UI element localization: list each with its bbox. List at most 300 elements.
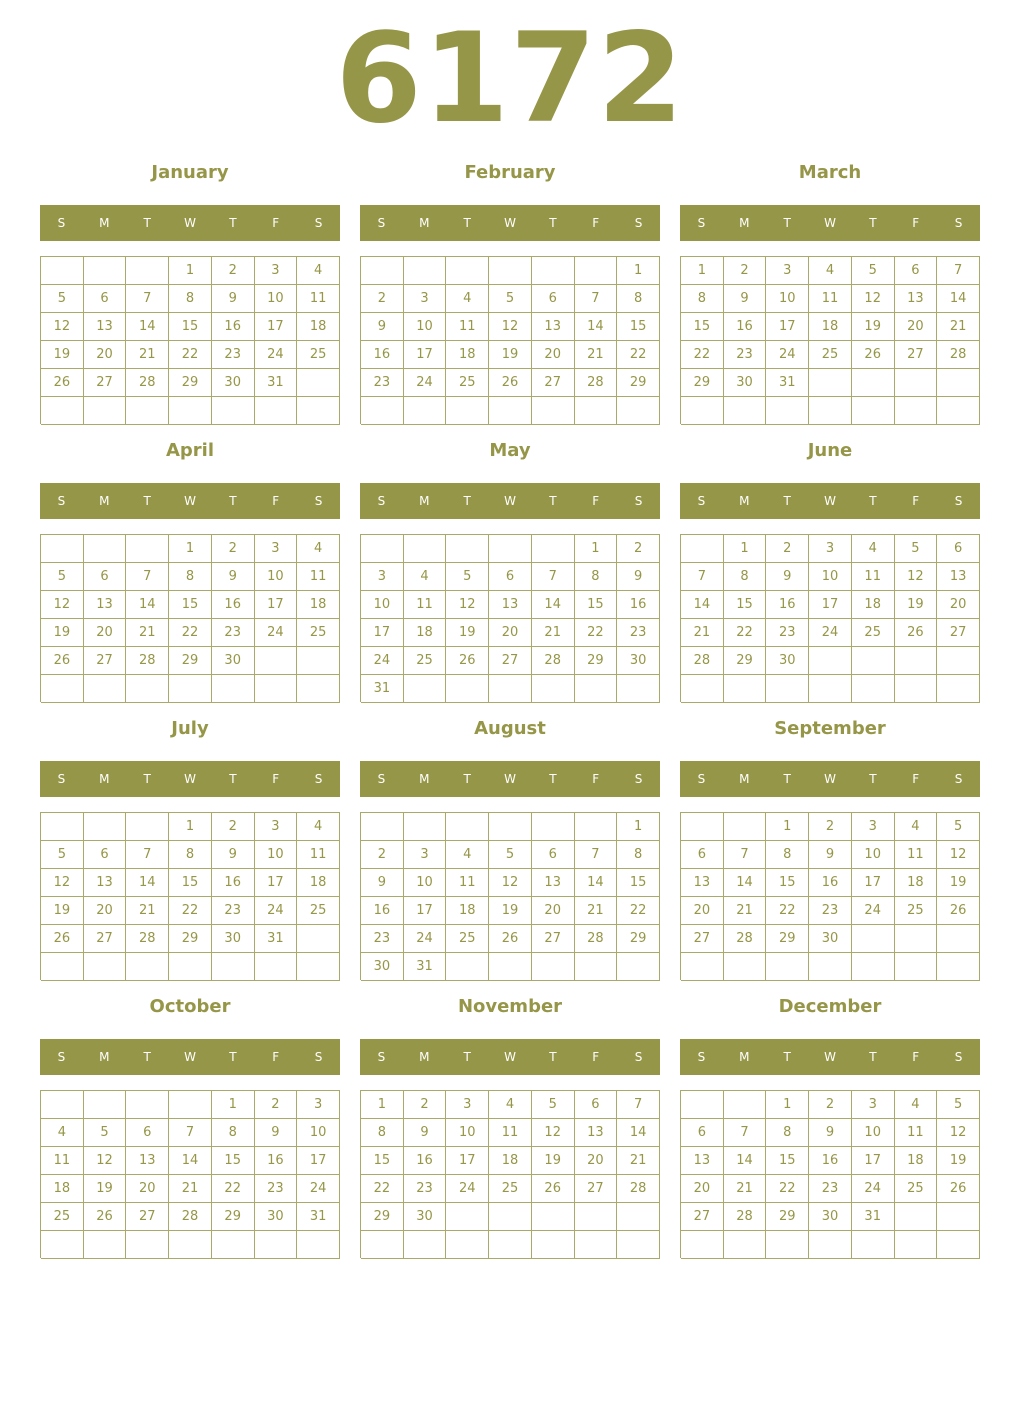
empty-cell <box>617 397 660 425</box>
day-cell: 17 <box>852 869 895 897</box>
month-name: December <box>778 996 882 1017</box>
weekday-label: T <box>869 772 877 786</box>
day-cell: 18 <box>41 1175 84 1203</box>
day-cell: 12 <box>489 313 532 341</box>
day-cell: 1 <box>169 257 212 285</box>
day-cell: 18 <box>446 341 489 369</box>
day-cell: 16 <box>404 1147 447 1175</box>
weekday-label: F <box>592 494 600 508</box>
day-cell: 15 <box>169 591 212 619</box>
empty-cell <box>852 953 895 981</box>
empty-cell <box>446 813 489 841</box>
empty-cell <box>126 813 169 841</box>
weekday-label: W <box>184 494 196 508</box>
day-cell: 20 <box>681 1175 724 1203</box>
day-grid <box>680 256 980 424</box>
day-cell: 1 <box>361 1091 404 1119</box>
day-cell: 13 <box>84 591 127 619</box>
day-cell: 6 <box>84 841 127 869</box>
day-cell: 18 <box>404 619 447 647</box>
empty-cell <box>84 1231 127 1259</box>
day-cell: 1 <box>766 813 809 841</box>
empty-cell <box>617 1231 660 1259</box>
empty-cell <box>809 675 852 703</box>
day-cell: 18 <box>297 869 340 897</box>
weekday-header <box>40 761 340 797</box>
day-cell: 5 <box>852 257 895 285</box>
weekday-label: M <box>739 216 750 230</box>
weekday-label: F <box>592 772 600 786</box>
weekday-label: T <box>143 216 151 230</box>
day-cell: 2 <box>361 285 404 313</box>
weekday-header <box>360 205 660 241</box>
day-cell: 30 <box>809 1203 852 1231</box>
empty-cell <box>84 397 127 425</box>
day-cell: 1 <box>575 535 618 563</box>
empty-cell <box>84 953 127 981</box>
empty-cell <box>617 1203 660 1231</box>
day-cell: 16 <box>255 1147 298 1175</box>
day-cell: 29 <box>724 647 767 675</box>
day-cell: 5 <box>84 1119 127 1147</box>
weekday-label: S <box>57 216 66 230</box>
day-cell: 11 <box>895 841 938 869</box>
day-cell: 14 <box>575 313 618 341</box>
weekday-label: S <box>697 216 706 230</box>
day-cell: 18 <box>489 1147 532 1175</box>
day-cell: 22 <box>212 1175 255 1203</box>
empty-cell <box>532 1231 575 1259</box>
day-cell: 21 <box>169 1175 212 1203</box>
empty-cell <box>169 1231 212 1259</box>
day-cell: 30 <box>724 369 767 397</box>
day-cell: 11 <box>404 591 447 619</box>
day-grid <box>40 812 340 980</box>
day-cell: 14 <box>126 869 169 897</box>
day-cell: 24 <box>766 341 809 369</box>
day-cell: 18 <box>297 313 340 341</box>
day-cell: 27 <box>532 369 575 397</box>
weekday-label: M <box>419 772 430 786</box>
day-cell: 15 <box>169 313 212 341</box>
empty-cell <box>532 257 575 285</box>
weekday-header <box>360 1039 660 1075</box>
weekday-label: S <box>634 772 643 786</box>
empty-cell <box>489 397 532 425</box>
empty-cell <box>809 647 852 675</box>
day-cell: 28 <box>126 369 169 397</box>
day-cell: 4 <box>489 1091 532 1119</box>
day-cell: 22 <box>681 341 724 369</box>
weekday-label: T <box>229 772 237 786</box>
weekday-label: S <box>697 494 706 508</box>
day-cell: 29 <box>169 647 212 675</box>
day-cell: 16 <box>766 591 809 619</box>
weekday-label: W <box>184 216 196 230</box>
empty-cell <box>446 1231 489 1259</box>
day-cell: 10 <box>766 285 809 313</box>
weekday-label: T <box>229 494 237 508</box>
day-cell: 16 <box>361 897 404 925</box>
empty-cell <box>575 397 618 425</box>
weekday-label: W <box>824 216 836 230</box>
weekday-label: F <box>272 216 280 230</box>
day-cell: 7 <box>575 285 618 313</box>
day-cell: 22 <box>361 1175 404 1203</box>
day-cell: 11 <box>446 869 489 897</box>
day-cell: 25 <box>852 619 895 647</box>
day-cell: 8 <box>766 1119 809 1147</box>
day-cell: 9 <box>404 1119 447 1147</box>
day-cell: 12 <box>41 869 84 897</box>
day-cell: 21 <box>937 313 980 341</box>
weekday-label: T <box>549 1050 557 1064</box>
weekday-label: F <box>912 494 920 508</box>
day-cell: 14 <box>937 285 980 313</box>
weekday-label: M <box>419 1050 430 1064</box>
day-cell: 5 <box>937 813 980 841</box>
day-cell: 19 <box>446 619 489 647</box>
empty-cell <box>126 1231 169 1259</box>
day-cell: 26 <box>895 619 938 647</box>
empty-cell <box>895 1231 938 1259</box>
day-cell: 15 <box>681 313 724 341</box>
day-cell: 23 <box>212 341 255 369</box>
day-cell: 14 <box>724 869 767 897</box>
day-cell: 1 <box>169 813 212 841</box>
day-cell: 8 <box>575 563 618 591</box>
day-cell: 18 <box>297 591 340 619</box>
weekday-label: F <box>912 772 920 786</box>
day-cell: 10 <box>809 563 852 591</box>
day-cell: 19 <box>84 1175 127 1203</box>
empty-cell <box>489 1231 532 1259</box>
day-cell: 15 <box>766 1147 809 1175</box>
weekday-label: T <box>549 216 557 230</box>
empty-cell <box>575 813 618 841</box>
day-cell: 20 <box>532 897 575 925</box>
day-cell: 20 <box>84 897 127 925</box>
day-cell: 14 <box>724 1147 767 1175</box>
empty-cell <box>809 369 852 397</box>
weekday-label: T <box>549 772 557 786</box>
day-cell: 3 <box>446 1091 489 1119</box>
empty-cell <box>489 813 532 841</box>
weekday-header <box>40 205 340 241</box>
day-cell: 4 <box>297 813 340 841</box>
day-cell: 2 <box>361 841 404 869</box>
empty-cell <box>41 535 84 563</box>
day-cell: 18 <box>895 1147 938 1175</box>
day-cell: 3 <box>852 813 895 841</box>
day-cell: 7 <box>532 563 575 591</box>
empty-cell <box>169 953 212 981</box>
weekday-label: S <box>377 772 386 786</box>
empty-cell <box>489 257 532 285</box>
empty-cell <box>937 953 980 981</box>
day-cell: 23 <box>809 897 852 925</box>
day-cell: 11 <box>297 841 340 869</box>
empty-cell <box>852 925 895 953</box>
day-cell: 9 <box>212 563 255 591</box>
day-cell: 25 <box>446 925 489 953</box>
day-cell: 23 <box>255 1175 298 1203</box>
empty-cell <box>766 397 809 425</box>
day-cell: 20 <box>532 341 575 369</box>
day-cell: 20 <box>84 619 127 647</box>
day-cell: 11 <box>489 1119 532 1147</box>
day-cell: 5 <box>937 1091 980 1119</box>
day-cell: 21 <box>575 897 618 925</box>
day-grid <box>40 1090 340 1258</box>
day-cell: 13 <box>84 869 127 897</box>
empty-cell <box>852 675 895 703</box>
day-cell: 26 <box>532 1175 575 1203</box>
empty-cell <box>212 675 255 703</box>
weekday-label: T <box>463 1050 471 1064</box>
day-cell: 9 <box>617 563 660 591</box>
empty-cell <box>84 813 127 841</box>
empty-cell <box>532 813 575 841</box>
empty-cell <box>532 675 575 703</box>
day-cell: 6 <box>532 841 575 869</box>
day-cell: 31 <box>766 369 809 397</box>
empty-cell <box>724 397 767 425</box>
empty-cell <box>489 535 532 563</box>
day-cell: 19 <box>41 897 84 925</box>
day-cell: 7 <box>724 841 767 869</box>
empty-cell <box>41 1091 84 1119</box>
empty-cell <box>361 257 404 285</box>
weekday-label: W <box>504 216 516 230</box>
day-cell: 8 <box>212 1119 255 1147</box>
weekday-label: F <box>912 1050 920 1064</box>
day-cell: 29 <box>361 1203 404 1231</box>
empty-cell <box>937 675 980 703</box>
empty-cell <box>895 925 938 953</box>
day-cell: 21 <box>532 619 575 647</box>
day-cell: 2 <box>212 257 255 285</box>
empty-cell <box>41 257 84 285</box>
day-cell: 17 <box>255 869 298 897</box>
day-cell: 13 <box>681 1147 724 1175</box>
day-cell: 11 <box>297 285 340 313</box>
day-cell: 24 <box>852 897 895 925</box>
day-cell: 10 <box>297 1119 340 1147</box>
day-cell: 11 <box>41 1147 84 1175</box>
empty-cell <box>169 675 212 703</box>
day-cell: 16 <box>724 313 767 341</box>
day-cell: 8 <box>617 285 660 313</box>
day-cell: 6 <box>681 841 724 869</box>
weekday-label: F <box>592 1050 600 1064</box>
day-cell: 27 <box>575 1175 618 1203</box>
day-cell: 14 <box>575 869 618 897</box>
empty-cell <box>255 647 298 675</box>
weekday-label: W <box>504 494 516 508</box>
weekday-label: M <box>739 494 750 508</box>
weekday-label: F <box>912 216 920 230</box>
weekday-label: T <box>783 1050 791 1064</box>
empty-cell <box>681 953 724 981</box>
day-cell: 10 <box>404 869 447 897</box>
day-cell: 4 <box>895 813 938 841</box>
day-cell: 17 <box>404 341 447 369</box>
empty-cell <box>126 1091 169 1119</box>
month-name: October <box>149 996 231 1017</box>
day-cell: 1 <box>212 1091 255 1119</box>
day-cell: 25 <box>297 341 340 369</box>
weekday-label: S <box>57 772 66 786</box>
day-cell: 27 <box>84 647 127 675</box>
empty-cell <box>937 1231 980 1259</box>
day-cell: 18 <box>809 313 852 341</box>
day-cell: 30 <box>404 1203 447 1231</box>
empty-cell <box>361 1231 404 1259</box>
day-cell: 2 <box>212 535 255 563</box>
month-name: May <box>489 440 531 461</box>
empty-cell <box>809 1231 852 1259</box>
day-cell: 1 <box>617 813 660 841</box>
day-cell: 29 <box>766 925 809 953</box>
weekday-label: T <box>549 494 557 508</box>
day-cell: 3 <box>255 257 298 285</box>
day-cell: 22 <box>575 619 618 647</box>
day-cell: 30 <box>766 647 809 675</box>
day-cell: 31 <box>297 1203 340 1231</box>
weekday-label: M <box>419 494 430 508</box>
empty-cell <box>895 1203 938 1231</box>
day-cell: 12 <box>937 841 980 869</box>
day-cell: 6 <box>895 257 938 285</box>
weekday-label: S <box>377 216 386 230</box>
day-cell: 5 <box>41 285 84 313</box>
day-cell: 3 <box>255 813 298 841</box>
day-cell: 7 <box>126 285 169 313</box>
day-grid <box>360 534 660 702</box>
day-cell: 28 <box>724 1203 767 1231</box>
day-cell: 30 <box>212 925 255 953</box>
day-cell: 7 <box>169 1119 212 1147</box>
day-cell: 1 <box>766 1091 809 1119</box>
weekday-header <box>680 483 980 519</box>
day-cell: 23 <box>617 619 660 647</box>
day-cell: 16 <box>617 591 660 619</box>
month-name: September <box>774 718 886 739</box>
weekday-header <box>360 761 660 797</box>
empty-cell <box>852 369 895 397</box>
day-cell: 16 <box>212 869 255 897</box>
day-cell: 3 <box>852 1091 895 1119</box>
day-grid <box>40 534 340 702</box>
weekday-label: W <box>824 1050 836 1064</box>
day-cell: 23 <box>724 341 767 369</box>
day-cell: 11 <box>446 313 489 341</box>
day-cell: 15 <box>575 591 618 619</box>
day-cell: 6 <box>937 535 980 563</box>
weekday-label: T <box>463 772 471 786</box>
empty-cell <box>895 953 938 981</box>
day-cell: 10 <box>255 841 298 869</box>
day-cell: 22 <box>169 897 212 925</box>
empty-cell <box>937 1203 980 1231</box>
weekday-label: S <box>314 494 323 508</box>
day-cell: 25 <box>297 619 340 647</box>
day-cell: 7 <box>126 563 169 591</box>
day-cell: 7 <box>937 257 980 285</box>
day-cell: 15 <box>766 869 809 897</box>
day-cell: 28 <box>126 925 169 953</box>
day-cell: 13 <box>681 869 724 897</box>
empty-cell <box>681 675 724 703</box>
day-cell: 12 <box>41 591 84 619</box>
day-cell: 31 <box>852 1203 895 1231</box>
weekday-label: S <box>377 494 386 508</box>
day-cell: 10 <box>255 285 298 313</box>
day-cell: 13 <box>84 313 127 341</box>
day-cell: 3 <box>766 257 809 285</box>
day-cell: 21 <box>681 619 724 647</box>
weekday-label: M <box>99 494 110 508</box>
day-cell: 16 <box>212 313 255 341</box>
day-cell: 28 <box>126 647 169 675</box>
day-cell: 20 <box>575 1147 618 1175</box>
weekday-label: S <box>57 494 66 508</box>
day-grid <box>360 812 660 980</box>
day-cell: 6 <box>84 285 127 313</box>
day-cell: 16 <box>809 869 852 897</box>
day-cell: 22 <box>169 619 212 647</box>
day-cell: 7 <box>681 563 724 591</box>
month-name: February <box>464 162 556 183</box>
day-cell: 9 <box>255 1119 298 1147</box>
day-cell: 3 <box>255 535 298 563</box>
day-cell: 24 <box>446 1175 489 1203</box>
empty-cell <box>681 1231 724 1259</box>
day-cell: 17 <box>809 591 852 619</box>
day-cell: 17 <box>404 897 447 925</box>
day-cell: 23 <box>766 619 809 647</box>
day-cell: 14 <box>681 591 724 619</box>
weekday-label: S <box>634 494 643 508</box>
day-cell: 23 <box>809 1175 852 1203</box>
day-cell: 17 <box>255 591 298 619</box>
day-cell: 19 <box>895 591 938 619</box>
day-cell: 4 <box>297 257 340 285</box>
day-cell: 29 <box>169 369 212 397</box>
empty-cell <box>84 1091 127 1119</box>
day-cell: 30 <box>617 647 660 675</box>
day-cell: 8 <box>681 285 724 313</box>
day-cell: 1 <box>617 257 660 285</box>
day-cell: 22 <box>617 897 660 925</box>
day-cell: 4 <box>41 1119 84 1147</box>
weekday-label: T <box>869 494 877 508</box>
empty-cell <box>297 675 340 703</box>
empty-cell <box>297 369 340 397</box>
day-cell: 3 <box>297 1091 340 1119</box>
day-cell: 27 <box>532 925 575 953</box>
day-cell: 22 <box>766 897 809 925</box>
empty-cell <box>212 953 255 981</box>
day-cell: 30 <box>809 925 852 953</box>
day-cell: 15 <box>212 1147 255 1175</box>
day-cell: 9 <box>361 869 404 897</box>
weekday-header <box>680 1039 980 1075</box>
day-cell: 6 <box>84 563 127 591</box>
day-cell: 14 <box>169 1147 212 1175</box>
day-cell: 10 <box>255 563 298 591</box>
